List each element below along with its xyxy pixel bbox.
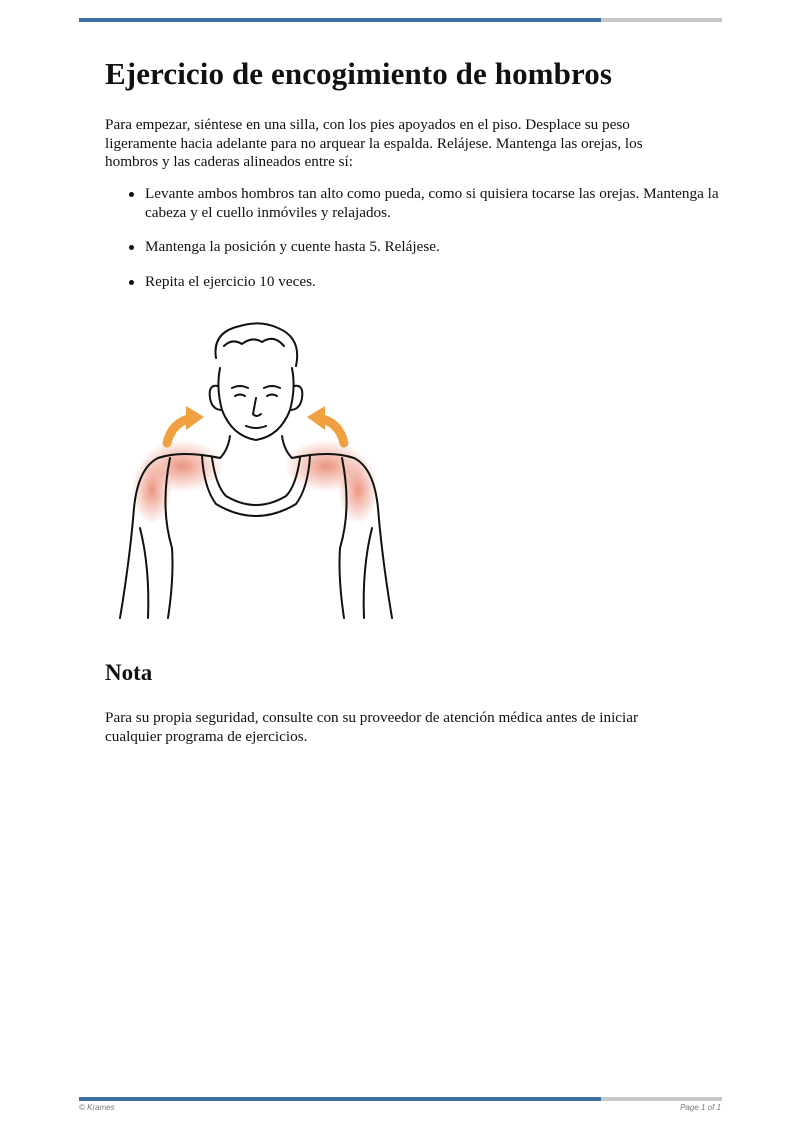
footer-page-number: Page 1 of 1 <box>680 1103 721 1112</box>
shoulder-shrug-illustration <box>112 318 402 623</box>
page-title: Ejercicio de encogimiento de hombros <box>105 56 613 91</box>
list-item: Repita el ejercicio 10 veces. <box>145 273 735 292</box>
list-item: Mantenga la posición y cuente hasta 5. Relájese. <box>145 238 735 257</box>
steps-list <box>105 185 735 307</box>
list-item: Levante ambos hombros tan alto como pueda, como si quisiera tocarse las orejas. Mantenga la cabeza y el cuello inmóviles y relajados. <box>145 185 735 222</box>
note-heading: Nota <box>105 660 153 685</box>
footer-rule-accent <box>79 1097 601 1101</box>
intro-paragraph: Para empezar, siéntese en una silla, con los pies apoyados en el piso. Desplace su peso ligeramente hacia adelante para no arquear la espalda. Relájese. Mantenga las orejas, los hombros y las caderas alineados entre sí: <box>105 116 643 170</box>
footer-rule <box>79 1097 722 1101</box>
footer-copyright: © Krames <box>79 1103 115 1112</box>
note-paragraph: Para su propia seguridad, consulte con su proveedor de atención médica antes de iniciar cualquier programa de ejercicios. <box>105 709 639 745</box>
right-arrow-icon <box>307 406 344 443</box>
left-arrow-icon <box>167 406 204 443</box>
header-rule-accent <box>79 18 601 22</box>
header-rule <box>79 18 722 22</box>
